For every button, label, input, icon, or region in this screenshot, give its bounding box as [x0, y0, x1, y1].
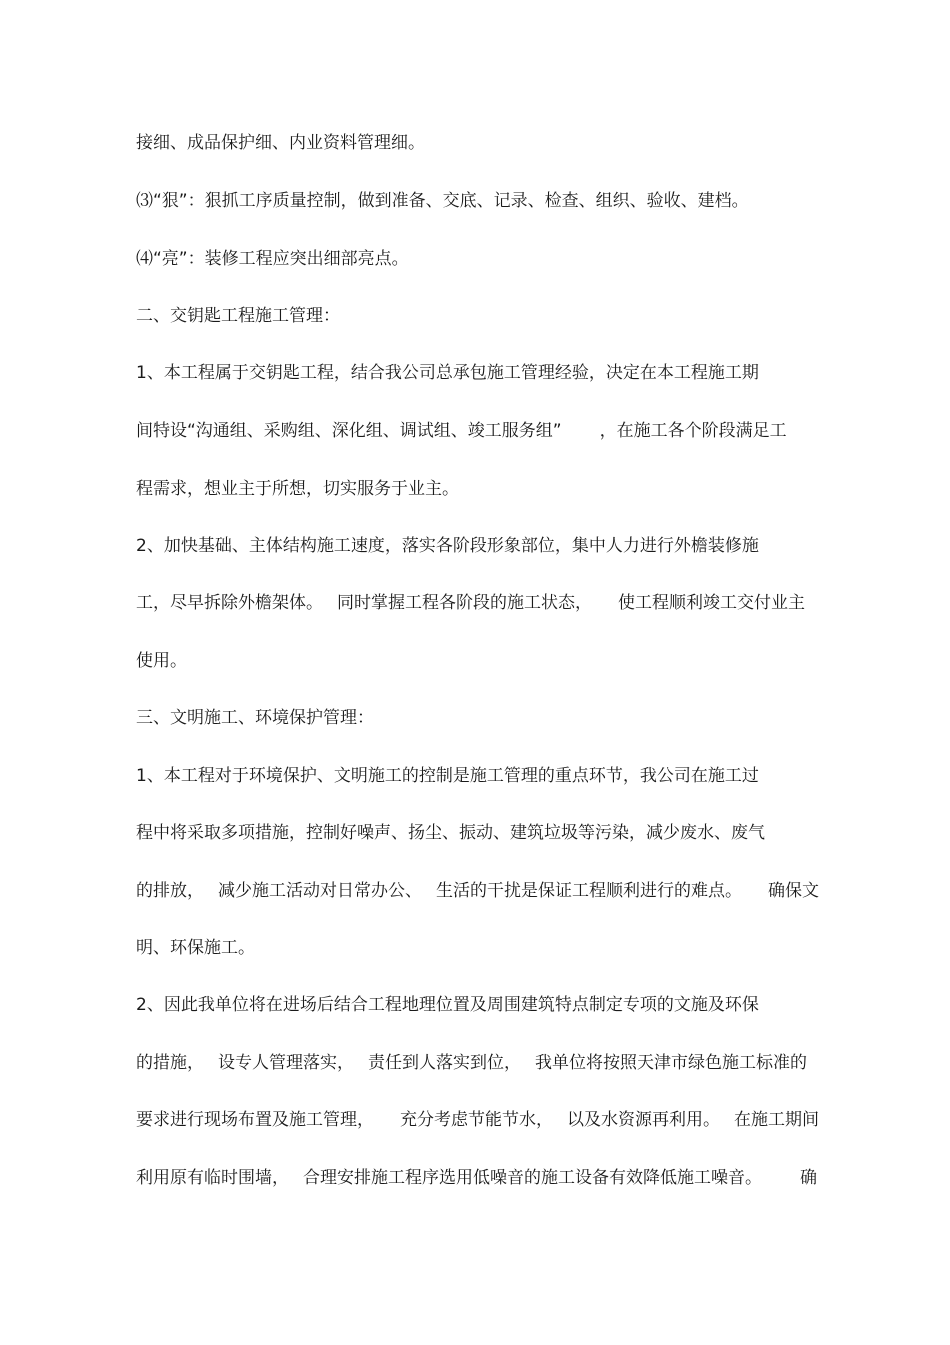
section-heading	[136, 706, 836, 730]
text-segment: 减少施工活动对日常办公、	[218, 881, 422, 901]
text-segment: 接细、成品保护细、内业资料管理细。	[136, 133, 425, 153]
text-segment: 确保文	[768, 881, 819, 901]
paragraph-line	[136, 419, 836, 443]
paragraph-line	[136, 1108, 836, 1132]
paragraph-line	[136, 591, 836, 615]
text-segment: 程需求，想业主于所想，切实服务于业主。	[136, 479, 459, 499]
text-segment: ⑷“亮”：装修工程应突出细部亮点。	[136, 249, 409, 269]
text-segment: 1、本工程对于环境保护、文明施工的控制是施工管理的重点环节，我公司在施工过	[136, 766, 759, 786]
paragraph-line	[136, 1166, 836, 1190]
text-segment: 我单位将按照天津市绿色施工标准的	[535, 1053, 807, 1073]
text-segment: 生活的干扰是保证工程顺利进行的难点。	[436, 881, 742, 901]
section-heading	[136, 304, 836, 328]
paragraph-line	[136, 247, 836, 271]
paragraph-line	[136, 764, 836, 788]
text-segment: 间特设“沟通组、采购组、深化组、调试组、竣工服务组”	[136, 421, 562, 441]
text-segment: 使用。	[136, 651, 187, 671]
text-segment: 在施工期间	[734, 1110, 819, 1130]
text-segment: 2、加快基础、主体结构施工速度，落实各阶段形象部位，集中人力进行外檐装修施	[136, 536, 759, 556]
text-segment: 三、文明施工、环境保护管理：	[136, 708, 374, 728]
text-segment: 同时掌握工程各阶段的施工状态，	[337, 593, 592, 613]
paragraph-line	[136, 879, 836, 903]
text-segment: 1、本工程属于交钥匙工程，结合我公司总承包施工管理经验，决定在本工程施工期	[136, 363, 759, 383]
text-segment: 确	[800, 1168, 817, 1188]
text-segment: 以及水资源再利用。	[567, 1110, 720, 1130]
paragraph-line	[136, 936, 836, 960]
paragraph-line	[136, 189, 836, 213]
paragraph-line	[136, 361, 836, 385]
text-segment: 合理安排施工程序选用低噪音的施工设备有效降低施工噪音。	[303, 1168, 762, 1188]
paragraph-line	[136, 131, 836, 155]
text-segment: 设专人管理落实，	[218, 1053, 354, 1073]
paragraph-line	[136, 1051, 836, 1075]
text-segment: 责任到人落实到位，	[368, 1053, 521, 1073]
text-segment: 利用原有临时围墙，	[136, 1168, 289, 1188]
text-segment: 2、因此我单位将在进场后结合工程地理位置及周围建筑特点制定专项的文施及环保	[136, 995, 759, 1015]
text-segment: 明、环保施工。	[136, 938, 255, 958]
text-segment: 工，尽早拆除外檐架体。	[136, 593, 323, 613]
text-segment: 要求进行现场布置及施工管理，	[136, 1110, 374, 1130]
text-segment: 充分考虑节能节水，	[400, 1110, 553, 1130]
paragraph-line	[136, 534, 836, 558]
text-segment: ⑶“狠”：狠抓工序质量控制，做到准备、交底、记录、检查、组织、验收、建档。	[136, 191, 749, 211]
paragraph-line	[136, 821, 836, 845]
text-segment: 的排放，	[136, 881, 204, 901]
text-segment: 的措施，	[136, 1053, 204, 1073]
paragraph-line	[136, 649, 836, 673]
text-segment: 二、交钥匙工程施工管理：	[136, 306, 340, 326]
text-segment: 使工程顺利竣工交付业主	[618, 593, 805, 613]
paragraph-line	[136, 993, 836, 1017]
text-segment: 程中将采取多项措施，控制好噪声、扬尘、振动、建筑垃圾等污染，减少废水、废气	[136, 823, 765, 843]
paragraph-line	[136, 477, 836, 501]
text-segment: ，在施工各个阶段满足工	[599, 421, 787, 441]
